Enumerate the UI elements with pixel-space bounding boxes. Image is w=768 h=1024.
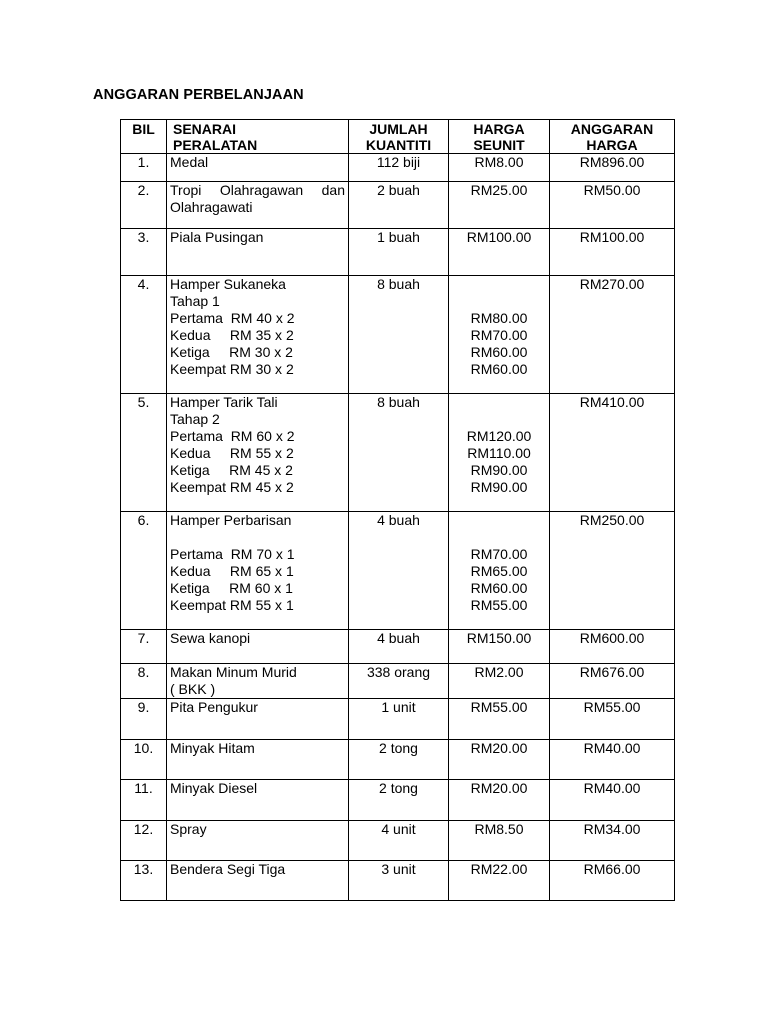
item-quantity: 8 buah: [349, 394, 449, 512]
estimated-total: RM34.00: [550, 821, 675, 861]
header-quantity: JUMLAH KUANTITI: [349, 120, 449, 154]
item-description: Pita Pengukur: [167, 699, 349, 740]
estimated-total: RM410.00: [550, 394, 675, 512]
row-number: 3.: [121, 229, 167, 276]
table-row: [121, 394, 675, 512]
estimated-total: RM50.00: [550, 182, 675, 229]
item-description: Sewa kanopi: [167, 630, 349, 664]
item-quantity: 4 unit: [349, 821, 449, 861]
table-row: [121, 182, 675, 229]
item-quantity: 112 biji: [349, 154, 449, 182]
estimated-total: RM600.00: [550, 630, 675, 664]
estimated-total: RM55.00: [550, 699, 675, 740]
unit-price: RM8.00: [449, 154, 550, 182]
row-number: 9.: [121, 699, 167, 740]
estimated-total: RM66.00: [550, 861, 675, 901]
item-quantity: 1 buah: [349, 229, 449, 276]
row-number: 6.: [121, 512, 167, 630]
row-number: 12.: [121, 821, 167, 861]
header-item: SENARAI PERALATAN: [167, 120, 349, 154]
table-row: [121, 276, 675, 394]
item-quantity: 4 buah: [349, 630, 449, 664]
row-number: 2.: [121, 182, 167, 229]
item-quantity: 3 unit: [349, 861, 449, 901]
row-number: 5.: [121, 394, 167, 512]
item-description: Hamper Perbarisan Pertama RM 70 x 1 Kedua RM 65 x 1 Ketiga RM 60 x 1 Keempat RM 55 x 1: [167, 512, 349, 630]
item-description: Makan Minum Murid ( BKK ): [167, 664, 349, 699]
row-number: 10.: [121, 740, 167, 780]
item-description: Tropi Olahragawan dan Olahragawati: [167, 182, 349, 229]
unit-price: RM100.00: [449, 229, 550, 276]
unit-price: RM150.00: [449, 630, 550, 664]
estimated-total: RM40.00: [550, 780, 675, 821]
unit-price: RM120.00 RM110.00 RM90.00 RM90.00: [449, 394, 550, 512]
item-description: Hamper Sukaneka Tahap 1 Pertama RM 40 x 2 Kedua RM 35 x 2 Ketiga RM 30 x 2 Keempat RM 30 x 2: [167, 276, 349, 394]
unit-price: RM55.00: [449, 699, 550, 740]
estimated-total: RM40.00: [550, 740, 675, 780]
table-row: [121, 664, 675, 699]
table-row: [121, 630, 675, 664]
estimated-total: RM896.00: [550, 154, 675, 182]
table-row: [121, 154, 675, 182]
unit-price: RM20.00: [449, 780, 550, 821]
table-row: [121, 229, 675, 276]
row-number: 8.: [121, 664, 167, 699]
item-quantity: 2 buah: [349, 182, 449, 229]
item-description: Hamper Tarik Tali Tahap 2 Pertama RM 60 x 2 Kedua RM 55 x 2 Ketiga RM 45 x 2 Keempat RM 45 x 2: [167, 394, 349, 512]
unit-price: RM20.00: [449, 740, 550, 780]
item-quantity: 2 tong: [349, 740, 449, 780]
table-row: [121, 780, 675, 821]
item-description: Minyak Hitam: [167, 740, 349, 780]
header-bil: BIL: [121, 120, 167, 154]
item-quantity: 2 tong: [349, 780, 449, 821]
item-description: Minyak Diesel: [167, 780, 349, 821]
table-row: [121, 512, 675, 630]
unit-price: RM70.00 RM65.00 RM60.00 RM55.00: [449, 512, 550, 630]
estimated-total: RM250.00: [550, 512, 675, 630]
item-quantity: 8 buah: [349, 276, 449, 394]
row-number: 11.: [121, 780, 167, 821]
row-number: 13.: [121, 861, 167, 901]
table-row: [121, 699, 675, 740]
header-unit-price: HARGA SEUNIT: [449, 120, 550, 154]
unit-price: RM80.00 RM70.00 RM60.00 RM60.00: [449, 276, 550, 394]
item-quantity: 338 orang: [349, 664, 449, 699]
budget-table: [120, 119, 675, 901]
item-description: Bendera Segi Tiga: [167, 861, 349, 901]
table-row: [121, 821, 675, 861]
table-row: [121, 740, 675, 780]
item-description: Piala Pusingan: [167, 229, 349, 276]
header-estimated-total: ANGGARAN HARGA: [550, 120, 675, 154]
row-number: 7.: [121, 630, 167, 664]
estimated-total: RM100.00: [550, 229, 675, 276]
item-quantity: 4 buah: [349, 512, 449, 630]
unit-price: RM8.50: [449, 821, 550, 861]
unit-price: RM22.00: [449, 861, 550, 901]
table-row: [121, 861, 675, 901]
header-row: [121, 120, 675, 154]
document-title: ANGGARAN PERBELANJAAN: [93, 87, 304, 103]
row-number: 1.: [121, 154, 167, 182]
unit-price: RM2.00: [449, 664, 550, 699]
unit-price: RM25.00: [449, 182, 550, 229]
row-number: 4.: [121, 276, 167, 394]
item-description: Spray: [167, 821, 349, 861]
estimated-total: RM676.00: [550, 664, 675, 699]
item-quantity: 1 unit: [349, 699, 449, 740]
item-description: Medal: [167, 154, 349, 182]
estimated-total: RM270.00: [550, 276, 675, 394]
